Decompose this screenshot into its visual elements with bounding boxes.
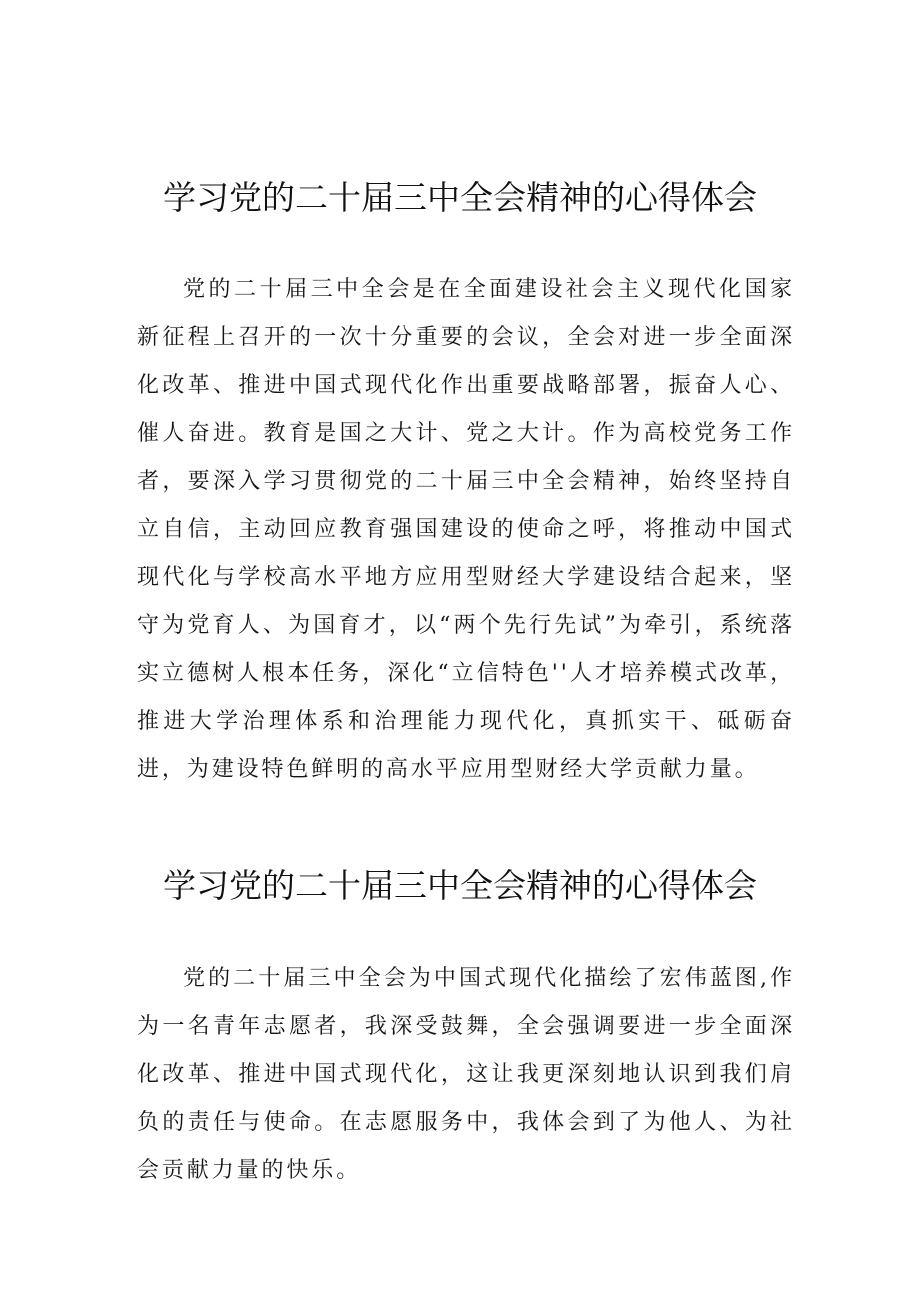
section-1-body: 党的二十届三中全会是在全面建设社会主义现代化国家新征程上召开的一次十分重要的会议，全会对进一步全面深化改革、推进中国式现代化作出重要战略部署，振奋人心、催人奋进。教育是国之大计、党之大计。作为高校党务工作者，要深入学习贯彻党的二十届三中全会精神，始终坚持自立自信，主动回应教育强国建设的使命之呼，将推动中国式现代化与学校高水平地方应用型财经大学建设结合起来，坚守为党育人、为国育才，以“两个先行先试”为牵引，系统落实立德树人根本任务，深化“立信特色''人才培养模式改革，推进大学治理体系和治理能力现代化，真抓实干、砥砺奋进，为建设特色鲜明的高水平应用型财经大学贡献力量。 xyxy=(137,277,795,782)
section-2-body: 党的二十届三中全会为中国式现代化描绘了宏伟蓝图,作为一名青年志愿者，我深受鼓舞，全会强调要进一步全面深化改革、推进中国式现代化，这让我更深刻地认识到我们肩负的责任与使命。在志愿服务中，我体会到了为他人、为社会贡献力量的快乐。 xyxy=(137,966,795,1183)
section-2-title: 学习党的二十届三中全会精神的心得体会 xyxy=(163,866,757,905)
section-1-title: 学习党的二十届三中全会精神的心得体会 xyxy=(163,178,757,217)
